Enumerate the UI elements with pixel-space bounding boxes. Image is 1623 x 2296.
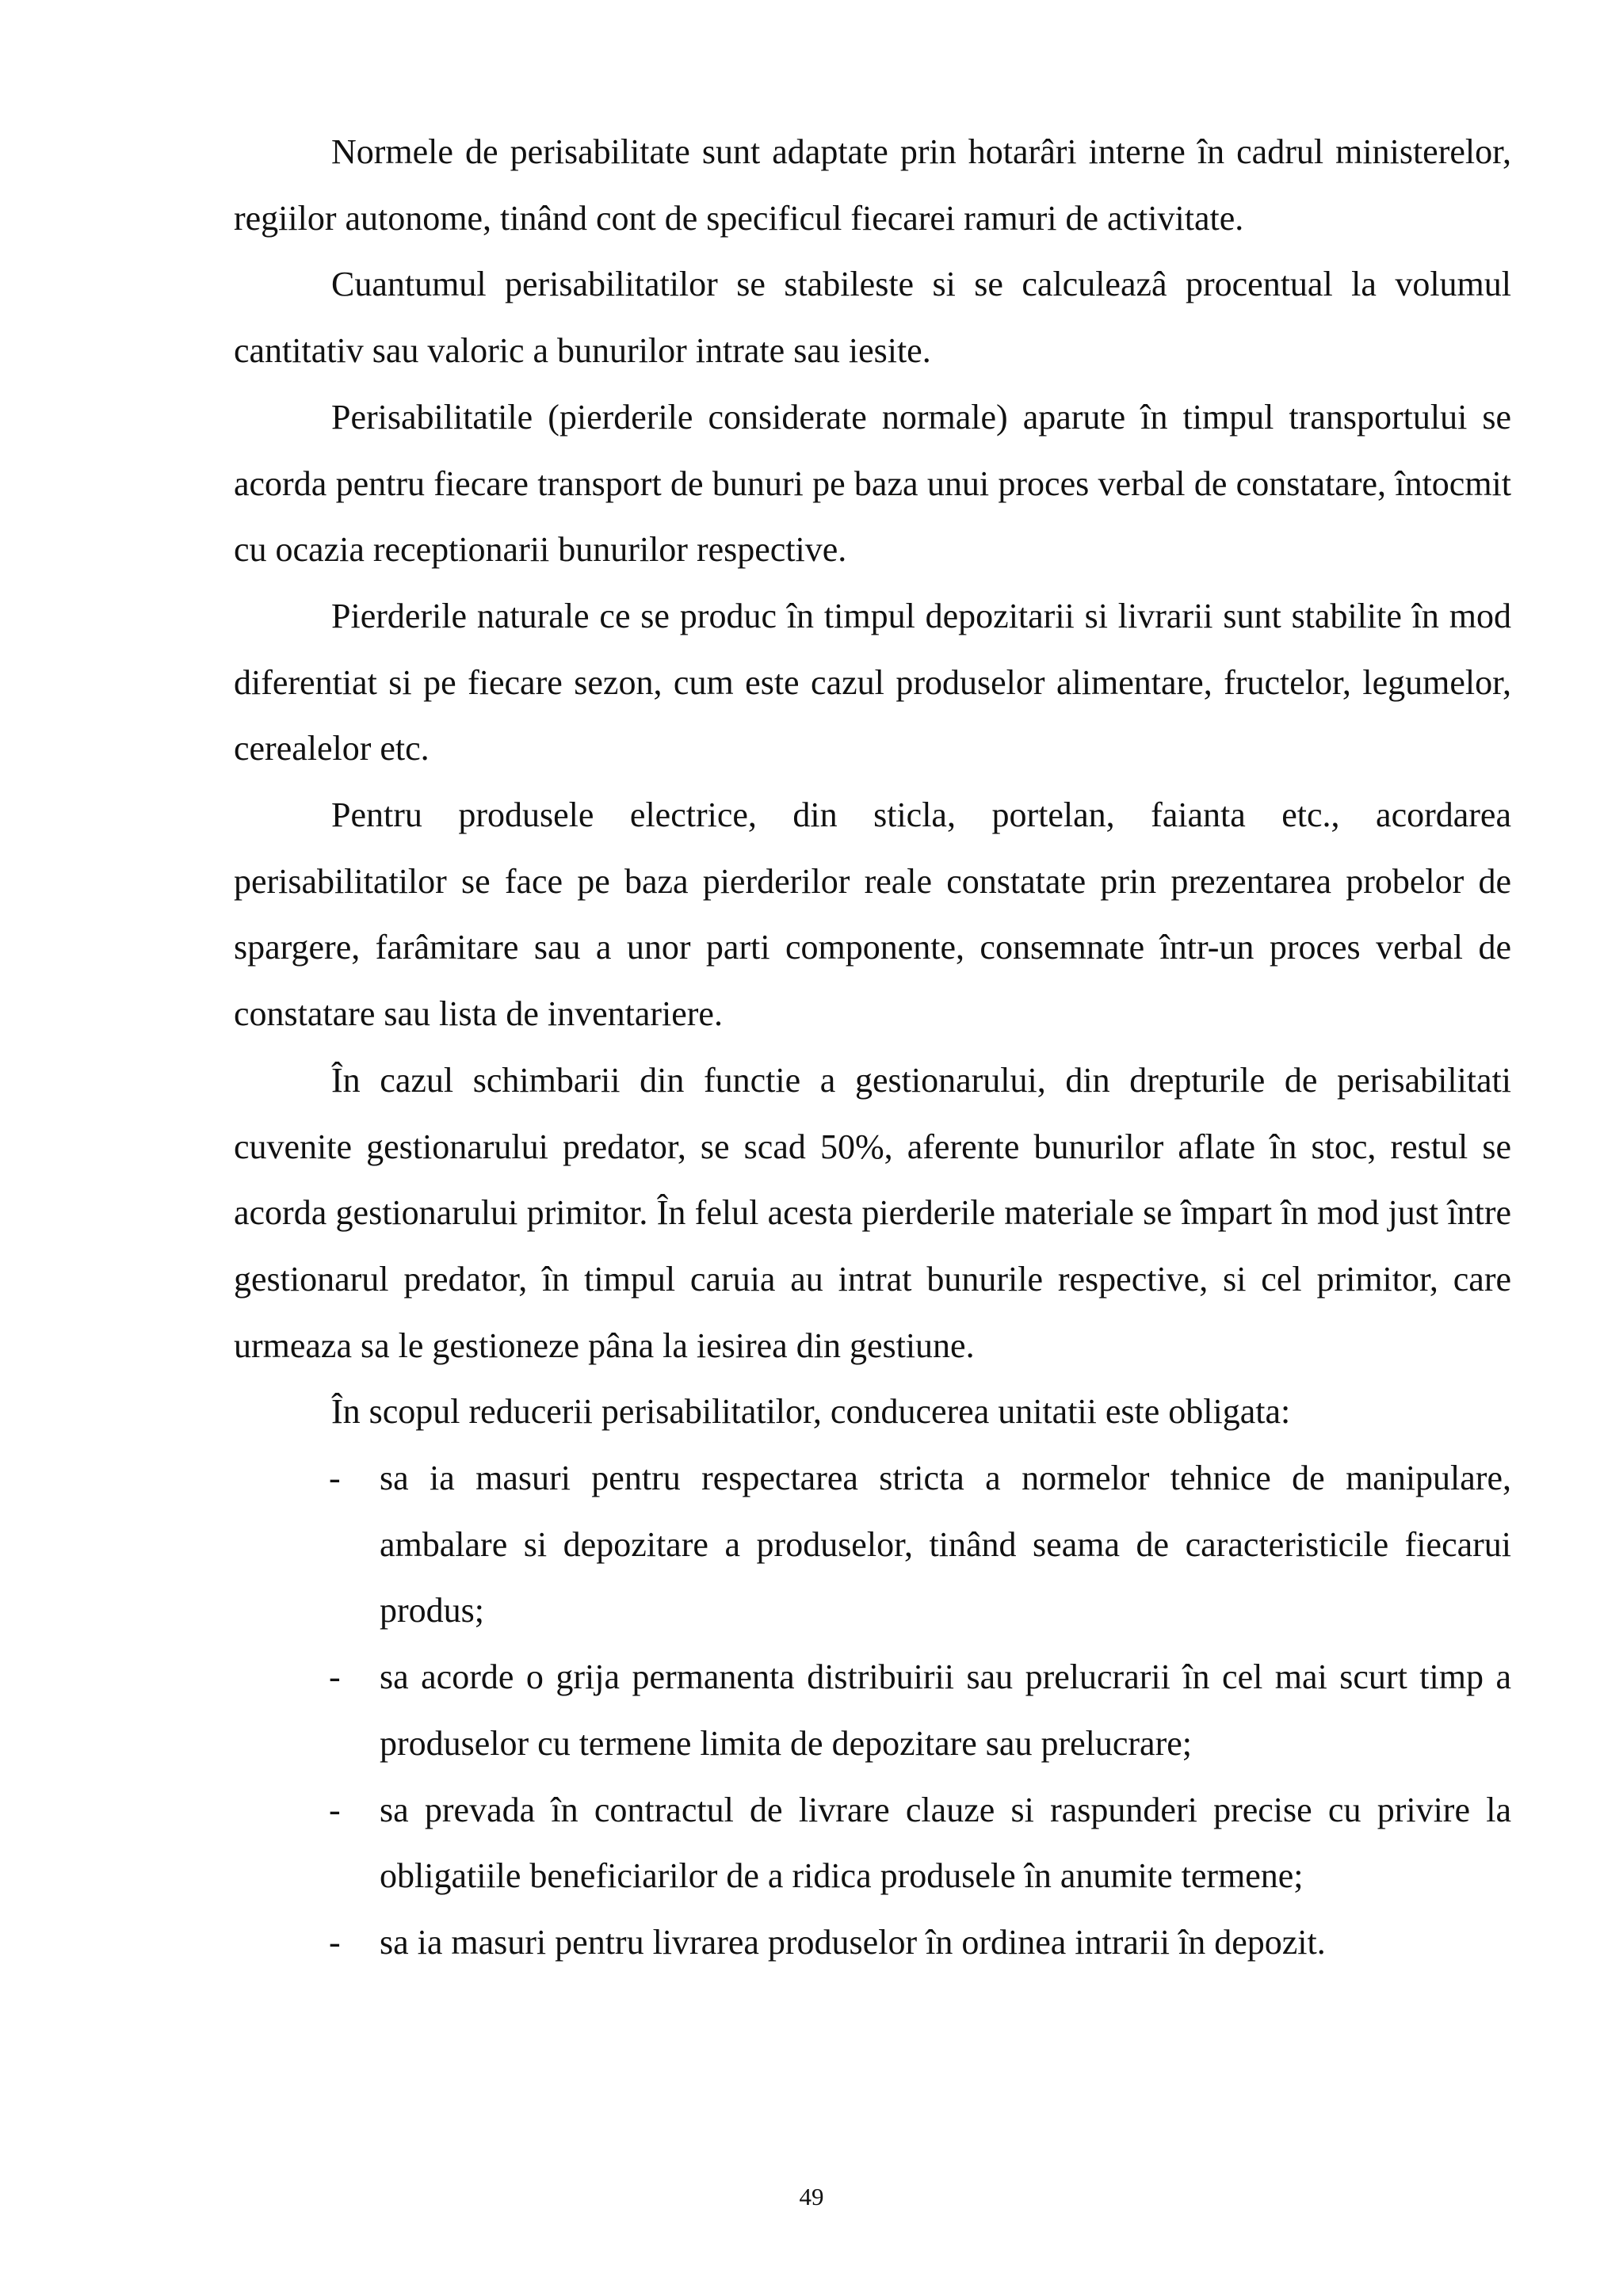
list-item-text: sa acorde o grija permanenta distribuirii sau prelucrarii în cel mai scurt timp a produselor cu termene limita de depozitare sau prelucrare; — [380, 1657, 1511, 1763]
list-dash: - — [329, 1459, 341, 1498]
paragraph-perisability-norms: Normele de perisabilitate sunt adaptate prin hotarâri interne în cadrul ministerelor, regiilor autonome, tinând cont de specificul fiecarei ramuri de activitate. — [234, 132, 1511, 238]
list-item — [234, 1777, 1511, 1909]
paragraph-natural-losses: Pierderile naturale ce se produc în timpul depozitarii si livrarii sunt stabilite în mod diferentiat si pe fiecare sezon, cum este cazul produselor alimentare, fructelor, legumelor, cerealelor etc. — [234, 596, 1511, 769]
list-item-text: sa ia masuri pentru respectarea stricta a normelor tehnice de manipulare, ambalare si depozitare a produselor, tinând seama de caracteristicile fiecarui produs; — [380, 1459, 1511, 1630]
list-item-text: sa ia masuri pentru livrarea produselor în ordinea intrarii în depozit. — [380, 1922, 1326, 1962]
document-page — [234, 119, 1511, 1976]
list-item-text: sa prevada în contractul de livrare clauze si raspunderi precise cu privire la obligatiile beneficiarilor de a ridica produsele în anumite termene; — [380, 1790, 1511, 1896]
page-number: 49 — [799, 2183, 824, 2210]
list-dash: - — [329, 1657, 341, 1697]
paragraph-transport-losses: Perisabilitatile (pierderile considerate normale) aparute în timpul transportului se acorda pentru fiecare transport de bunuri pe baza unui proces verbal de constatare, întocmit cu ocazia receptionarii bunurilor respective. — [234, 397, 1511, 570]
paragraph-manager-change: În cazul schimbarii din functie a gestionarului, din drepturile de perisabilitati cuvenite gestionarului predator, se scad 50%, aferente bunurilor aflate în stoc, restul se acorda gestionarului primitor. În felul acesta pierderile materiale se împart în mod just între gestionarul predator, în timpul caruia au intrat bunurile respective, si cel primitor, care urmeaza sa le gestioneze pâna la iesirea din gestiune. — [234, 1060, 1511, 1365]
list-item — [234, 1909, 1511, 1976]
paragraph-obligations-intro: În scopul reducerii perisabilitatilor, conducerea unitatii este obligata: — [331, 1392, 1291, 1432]
paragraph-perisability-amount: Cuantumul perisabilitatilor se stabileste si se calculeazâ procentual la volumul cantitativ sau valoric a bunurilor intrate sau iesite. — [234, 265, 1511, 371]
paragraph-fragile-products: Pentru produsele electrice, din sticla, portelan, faianta etc., acordarea perisabilitatilor se face pe baza pierderilor reale constatate prin prezentarea probelor de spargere, farâmitare sau a unor parti componente, consemnate într-un proces verbal de constatare sau lista de inventariere. — [234, 795, 1511, 1034]
list-dash: - — [329, 1790, 341, 1829]
list-item — [234, 1445, 1511, 1644]
list-dash: - — [329, 1922, 341, 1962]
list-item — [234, 1644, 1511, 1776]
obligations-list — [234, 1445, 1511, 1976]
